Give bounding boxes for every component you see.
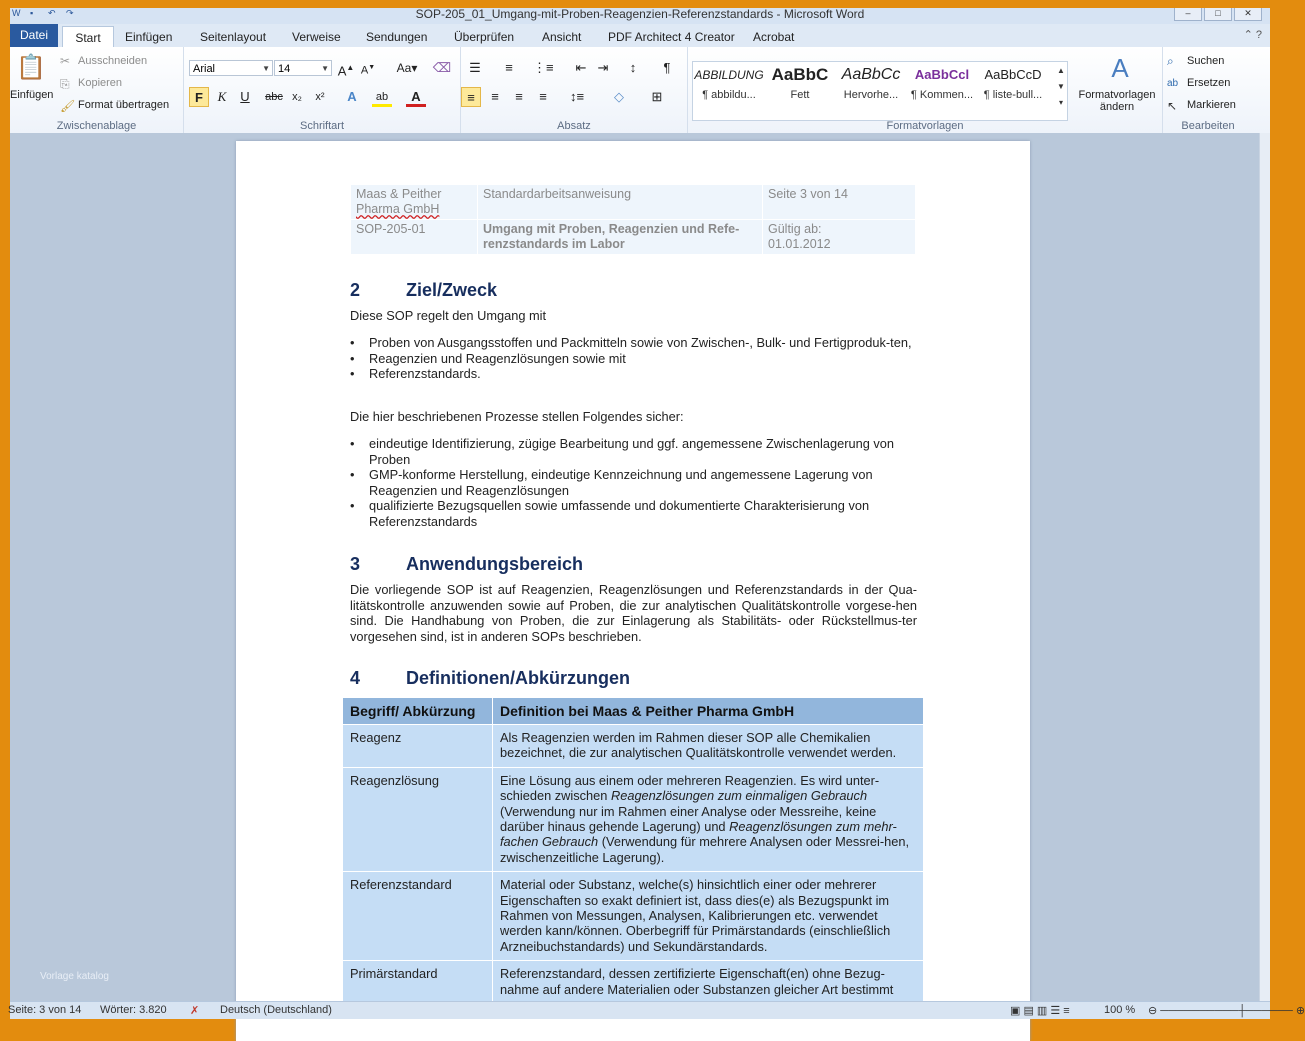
tab-start[interactable]: Start — [62, 26, 114, 48]
group-clipboard — [10, 47, 184, 133]
header-valid-label: Gültig ab: — [768, 222, 822, 236]
vertical-scrollbar[interactable] — [1259, 133, 1270, 1001]
binoculars-icon: ⌕ — [1167, 54, 1174, 68]
tab-datei[interactable]: Datei — [10, 24, 58, 47]
group-styles — [688, 47, 1163, 133]
header-valid — [763, 220, 916, 255]
style-name: Fett — [790, 89, 810, 101]
decrease-indent-icon[interactable]: ⇤ — [575, 60, 587, 75]
table-cell-definition: Material oder Substanz, welche(s) hinsichtlich einer oder mehrerer Eigenschaften so exakt definiert ist, dass dies(e) als Bezugspunkt im Rahmen von Messungen, Analysen, Kalibrierungen etc. verwendet werden kann/können. Oberbegriff für Primärstandards (einschließlich Arzneibuchstandards) und Sekundärstandards. — [493, 872, 924, 961]
table-cell-term: Primärstandard — [343, 961, 493, 1004]
italic-button[interactable]: K — [217, 89, 227, 104]
select-cursor-icon: ↖ — [1167, 99, 1178, 113]
status-zoom[interactable]: 100 % — [1104, 1004, 1136, 1016]
word-app-icon[interactable]: W — [12, 8, 21, 18]
change-styles-label-1: Formatvorlagen — [1078, 89, 1156, 101]
status-words[interactable]: Wörter: 3.820 — [100, 1004, 167, 1016]
style-kommentar[interactable] — [907, 61, 977, 111]
style-liste-bullet[interactable] — [978, 61, 1048, 111]
tab-acrobat[interactable]: Acrobat — [753, 30, 795, 44]
format-painter-icon: 🖌 — [60, 99, 76, 113]
strikethrough-button[interactable]: abc — [265, 91, 283, 103]
table-row — [343, 872, 924, 961]
show-formatting-icon[interactable]: ¶ — [663, 60, 671, 75]
table-cell-term: Reagenz — [343, 725, 493, 768]
bold-button[interactable]: F — [189, 87, 209, 107]
font-size-select[interactable] — [274, 60, 332, 76]
header-company — [351, 185, 478, 220]
undo-icon[interactable]: ↶ — [48, 8, 56, 18]
word-window — [8, 7, 1305, 1018]
save-icon[interactable]: ▪ — [30, 8, 34, 18]
line-spacing-icon[interactable]: ↕≡ — [569, 89, 585, 104]
group-label-font: Schriftart — [299, 120, 344, 132]
table-row — [343, 725, 924, 768]
table-cell-definition: Referenzstandard, dessen zertifizierte Eigenschaft(en) ohne Bezug-nahme auf andere Materialien oder Substanzen gleicher Art bestimmt — [493, 961, 924, 1004]
redo-icon[interactable]: ↷ — [66, 8, 74, 18]
tab-einfuegen[interactable]: Einfügen — [125, 30, 173, 44]
definitions-table — [342, 697, 924, 1004]
style-name: Hervorhe... — [843, 89, 899, 101]
paste-button[interactable]: Einfügen — [10, 89, 54, 101]
header-title — [478, 220, 763, 255]
bullet-list-1 — [350, 335, 917, 382]
table-cell-term: Reagenzlösung — [343, 767, 493, 871]
shrink-font-icon[interactable]: A▼ — [360, 64, 376, 77]
definition-emphasis: Reagenzlösungen zum einmaligen Gebrauch — [610, 788, 868, 804]
maximize-icon[interactable]: □ — [1204, 8, 1232, 21]
chevron-down-icon: ▼ — [321, 64, 329, 73]
window-title: SOP-205_01_Umgang-mit-Proben-Reagenzien-Referenzstandards - Microsoft Word — [415, 7, 865, 21]
table-cell-definition: Als Reagenzien werden im Rahmen dieser SOP alle Chemikalien bezeichnet, die zur analytischen Qualitätskontrolle verwendet werden. — [493, 725, 924, 768]
title-bar — [10, 8, 1270, 25]
paste-icon[interactable]: 📋 — [16, 54, 46, 81]
page-header-table — [350, 184, 916, 255]
heading-number: 3 — [350, 554, 361, 574]
list-item: • GMP-konforme Herstellung, eindeutige Kennzeichnung und angemessene Lagerung von Reagenzien und Reagenzlösungen — [350, 467, 917, 498]
table-header-term: Begriff/ Abkürzung — [343, 698, 493, 725]
group-font — [184, 47, 461, 133]
tab-ueberpruefen[interactable]: Überprüfen — [454, 30, 515, 44]
table-row — [343, 961, 924, 1004]
style-name: ¶ Kommen... — [910, 89, 974, 101]
definition-text: (Verwendung nur im Rahmen einer Analyse oder Messreihe, keine darüber hinaus gehende Lagerung) und — [500, 803, 877, 835]
change-styles-icon[interactable]: A — [1111, 53, 1129, 83]
ribbon-minimize-icon[interactable]: ⌃ ? — [1243, 29, 1262, 41]
watermark: Vorlage katalog — [40, 971, 109, 982]
close-icon[interactable]: ✕ — [1234, 8, 1262, 21]
tab-verweise[interactable]: Verweise — [292, 30, 341, 44]
style-name: ¶ abbildu... — [702, 89, 756, 101]
heading-text: Definitionen/Abkürzungen — [406, 668, 630, 688]
style-preview: AaBbCcD — [984, 67, 1042, 82]
tab-pdf-architect[interactable]: PDF Architect 4 Creator — [608, 30, 735, 44]
list-item: • eindeutige Identifizierung, zügige Bearbeitung und ggf. angemessene Zwischenlagerung von Proben — [350, 436, 917, 467]
group-label-editing: Bearbeiten — [1181, 120, 1235, 132]
document-area — [10, 133, 1260, 1001]
list-item: • Proben von Ausgangsstoffen und Packmitteln sowie von Zwischen-, Bulk- und Fertigproduk-ten, — [350, 335, 917, 351]
style-preview: AaBbCcl — [914, 67, 970, 82]
list-item: • Reagenzien und Reagenzlösungen sowie mit — [350, 351, 917, 367]
list-item: • Referenzstandards. — [350, 366, 917, 382]
replace-button[interactable]: Ersetzen — [1187, 77, 1231, 89]
view-buttons[interactable]: ▣ ▤ ▥ ☰ ≡ — [1010, 1005, 1070, 1017]
bullets-icon[interactable]: ☰ — [469, 60, 481, 75]
group-label-styles: Formatvorlagen — [886, 120, 964, 132]
minimize-icon[interactable]: – — [1174, 8, 1202, 21]
definition-text: (Verwendung für mehrere Analysen oder Messrei-hen, zwischenzeitliche Lagerung). — [500, 834, 910, 865]
table-row — [343, 767, 924, 871]
tab-seitenlayout[interactable]: Seitenlayout — [200, 30, 267, 44]
align-center-icon[interactable]: ≡ — [491, 89, 499, 104]
heading-text: Ziel/Zweck — [406, 280, 498, 300]
highlight-icon[interactable]: ab — [372, 87, 392, 107]
borders-icon[interactable]: ⊞ — [651, 89, 663, 104]
zoom-slider[interactable]: ⊖ ──────────┼────── ⊕ — [1148, 1005, 1305, 1017]
copy-button[interactable]: Kopieren — [78, 77, 123, 89]
heading-section-2 — [350, 280, 497, 301]
gallery-scroll-icon[interactable]: ▲ ▼ ▾ — [1057, 66, 1065, 107]
table-cell-term: Referenzstandard — [343, 872, 493, 961]
window-controls — [1174, 8, 1262, 21]
ribbon — [10, 47, 1270, 134]
style-fett[interactable] — [765, 61, 835, 111]
font-name-value: Arial — [193, 63, 216, 75]
underline-button[interactable]: U — [240, 89, 250, 104]
header-valid-date: 01.01.2012 — [768, 237, 831, 251]
grow-font-icon[interactable]: A▲ — [337, 63, 355, 79]
header-type: Standardarbeitsanweisung — [478, 185, 763, 220]
group-paragraph — [461, 47, 688, 133]
table-header-definition: Definition bei Maas & Peither Pharma GmbH — [493, 698, 924, 725]
text-effects-icon[interactable]: A — [347, 89, 357, 104]
proofing-icon[interactable]: ✗ — [190, 1005, 200, 1017]
tab-sendungen[interactable]: Sendungen — [366, 30, 428, 44]
style-hervorhebung[interactable] — [836, 61, 906, 111]
header-code: SOP-205-01 — [351, 220, 478, 255]
numbering-icon[interactable]: ≡ — [505, 60, 513, 75]
status-bar — [8, 1001, 1305, 1019]
heading-number: 4 — [350, 668, 361, 688]
document-page[interactable] — [236, 141, 1030, 1041]
find-button[interactable]: Suchen — [1187, 55, 1225, 67]
heading-number: 2 — [350, 280, 361, 300]
align-right-icon[interactable]: ≡ — [515, 89, 523, 104]
group-label-paragraph: Absatz — [557, 120, 591, 132]
shading-icon[interactable]: ◇ — [614, 89, 624, 104]
multilevel-list-icon[interactable]: ⋮≡ — [533, 60, 554, 75]
group-label-clipboard: Zwischenablage — [56, 120, 137, 132]
clear-format-icon[interactable]: ⌫ — [432, 60, 452, 75]
style-preview: AaBbCc — [841, 66, 901, 83]
copy-icon: ⎘ — [60, 77, 70, 91]
header-title-line-2: renzstandards im Labor — [483, 237, 625, 251]
header-title-line-1: Umgang mit Proben, Reagenzien und Refe- — [483, 222, 740, 236]
paragraph-intro: Diese SOP regelt den Umgang mit — [350, 308, 547, 323]
style-name: ¶ liste-bull... — [983, 89, 1043, 101]
ribbon-tabs — [10, 24, 1270, 47]
cut-button[interactable]: Ausschneiden — [78, 55, 148, 67]
paragraph-ensures: Die hier beschriebenen Prozesse stellen Folgendes sicher: — [350, 409, 684, 424]
tab-ansicht[interactable]: Ansicht — [542, 30, 582, 44]
group-editing — [1163, 47, 1253, 133]
replace-icon: ab — [1167, 78, 1179, 89]
header-company-line-1: Maas & Peither — [356, 187, 442, 201]
font-name-select[interactable] — [189, 60, 273, 76]
sort-icon[interactable]: ↕ — [629, 60, 637, 75]
subscript-button[interactable]: x₂ — [292, 91, 302, 103]
change-styles-button[interactable] — [1073, 89, 1161, 113]
paragraph-scope: Die vorliegende SOP ist auf Reagenzien, Reagenzlösungen und Referenzstandards in der Qua-litätskontrolle anzuwenden sowie auf Proben, die zur analytischen Qualitätskontrolle vorgese-hen sind. Die Handhabung von Proben, die zur Einlagerung als Stabilitäts- oder Rückstellmus-ter vorgesehen sind, ist in anderen SOPs beschrieben. — [350, 582, 917, 644]
list-item: • qualifizierte Bezugsquellen sowie umfassende und dokumentierte Charakterisierung von Referenzstandards — [350, 498, 917, 529]
style-preview: ABBILDUNG — [694, 68, 764, 82]
style-abbildung[interactable] — [694, 61, 764, 111]
font-color-icon[interactable]: A — [406, 87, 426, 107]
heading-section-3 — [350, 554, 583, 575]
header-page: Seite 3 von 14 — [763, 185, 916, 220]
status-language[interactable]: Deutsch (Deutschland) — [220, 1004, 332, 1016]
scissors-icon: ✂ — [60, 54, 71, 68]
definition-text: Eine Lösung aus einem oder mehreren Reagenzien. Es wird unter-schieden zwischen — [500, 772, 880, 804]
format-painter-button[interactable]: Format übertragen — [78, 99, 170, 111]
change-case-icon[interactable]: Aa▾ — [396, 61, 418, 75]
style-preview: AaBbC — [771, 65, 829, 84]
change-styles-label-2: ändern — [1099, 101, 1135, 113]
status-page[interactable]: Seite: 3 von 14 — [8, 1004, 82, 1016]
bullet-list-2 — [350, 436, 917, 529]
increase-indent-icon[interactable]: ⇥ — [597, 60, 609, 75]
table-cell-definition — [493, 767, 924, 871]
chevron-down-icon: ▼ — [262, 64, 270, 73]
select-button[interactable]: Markieren — [1187, 99, 1236, 111]
align-left-icon[interactable]: ≡ — [461, 87, 481, 107]
justify-icon[interactable]: ≡ — [539, 89, 547, 104]
superscript-button[interactable]: x² — [315, 91, 325, 103]
font-size-value: 14 — [278, 63, 291, 75]
header-company-line-2: Pharma GmbH — [356, 202, 440, 216]
heading-text: Anwendungsbereich — [406, 554, 584, 574]
heading-section-4 — [350, 668, 630, 689]
definition-emphasis: Reagenzlösungen zum mehr-fachen Gebrauch — [500, 819, 897, 850]
